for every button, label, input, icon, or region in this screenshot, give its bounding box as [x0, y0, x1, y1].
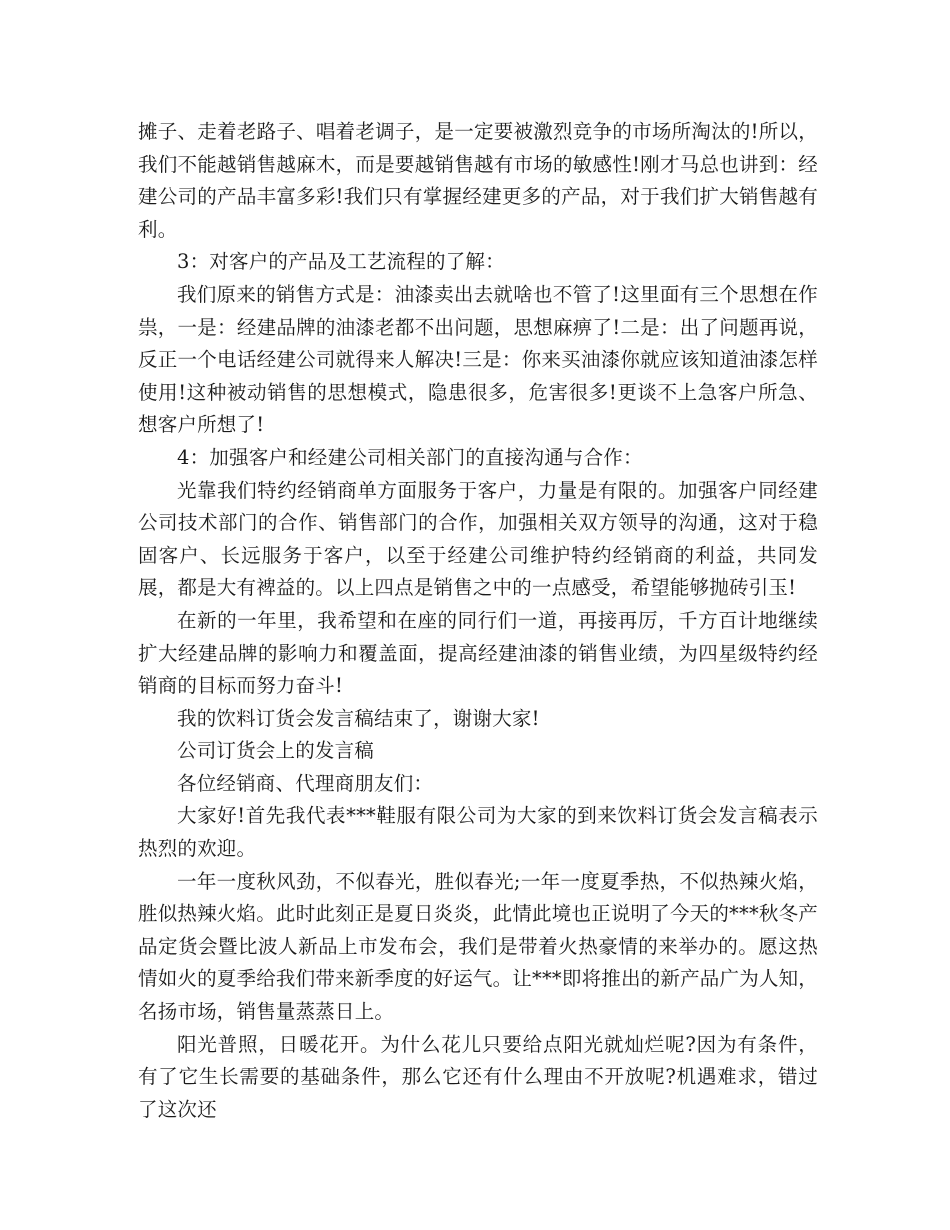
- paragraph-2-heading: 3：对客户的产品及工艺流程的了解：: [177, 250, 505, 274]
- paragraph-10: 大家好!首先我代表***鞋服有限公司为大家的到来饮料订货会发言稿表示热烈的欢迎。: [138, 804, 818, 861]
- section-title: 公司订货会上的发言稿: [177, 739, 375, 763]
- paragraph-3: 我们原来的销售方式是：油漆卖出去就啥也不管了!这里面有三个思想在作祟，一是：经建品牌的油漆老都不出问题，思想麻痹了!二是：出了问题再说，反正一个电话经建公司就得来人解决!三是：你来买油漆你就应该知道油漆怎样使用!这种被动销售的思想模式，隐患很多，危害很多!更谈不上急客户所急、想客户所想了!: [138, 282, 818, 437]
- paragraph-7: 我的饮料订货会发言稿结束了，谢谢大家!: [177, 706, 540, 730]
- paragraph-5: 光靠我们特约经销商单方面服务于客户，力量是有限的。加强客户同经建公司技术部门的合作、销售部门的合作，加强相关双方领导的沟通，这对于稳固客户、长远服务于客户，以至于经建公司维护特约经销商的利益，共同发展，都是大有裨益的。以上四点是销售之中的一点感受，希望能够抛砖引玉!: [138, 478, 818, 600]
- document-body: [138, 116, 818, 1126]
- paragraph-12: 阳光普照，日暖花开。为什么花儿只要给点阳光就灿烂呢?因为有条件，有了它生长需要的基础条件，那么它还有什么理由不开放呢?机遇难求，错过了这次还: [138, 1032, 818, 1121]
- paragraph-1: 摊子、走着老路子、唱着老调子，是一定要被激烈竞争的市场所淘汰的!所以，我们不能越销售越麻木，而是要越销售越有市场的敏感性!刚才马总也讲到：经建公司的产品丰富多彩!我们只有掌握经建更多的产品，对于我们扩大销售越有利。: [138, 120, 818, 241]
- salutation: 各位经销商、代理商朋友们：: [177, 771, 434, 795]
- paragraph-4-heading: 4：加强客户和经建公司相关部门的直接沟通与合作：: [177, 445, 643, 469]
- paragraph-6: 在新的一年里，我希望和在座的同行们一道，再接再厉，千方百计地继续扩大经建品牌的影响力和覆盖面，提高经建油漆的销售业绩，为四星级特约经销商的目标而努力奋斗!: [138, 608, 818, 698]
- paragraph-11: 一年一度秋风劲，不似春光，胜似春光;一年一度夏季热，不似热辣火焰，胜似热辣火焰。此时此刻正是夏日炎炎，此情此境也正说明了今天的***秋冬产品定货会暨比波人新品上市发布会，我们是带着火热豪情的来举办的。愿这热情如火的夏季给我们带来新季度的好运气。让***即将推出的新产品广为人知，名扬市场，销售量蒸蒸日上。: [138, 869, 818, 1024]
